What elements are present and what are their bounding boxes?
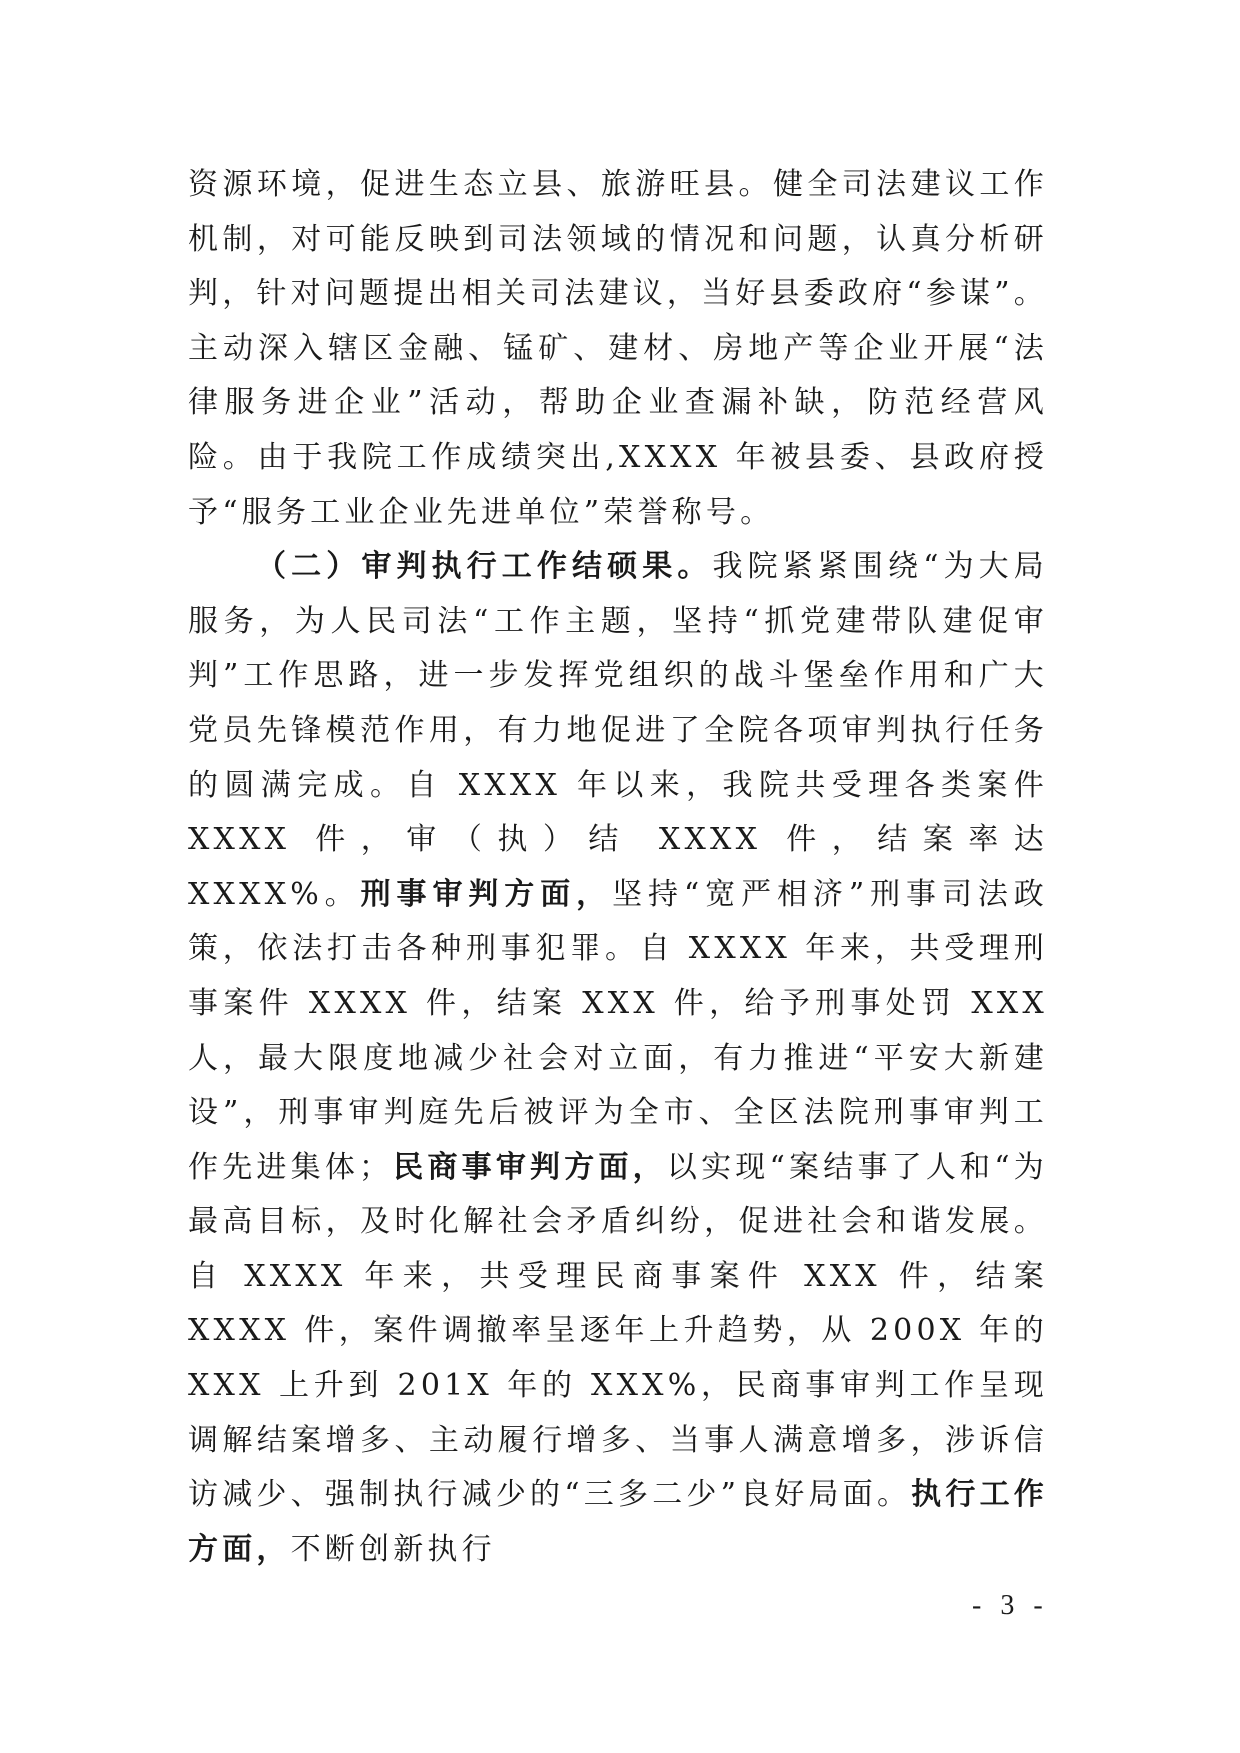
paragraph-2-intro: 我院紧紧围绕“为大局服务，为人民司法“工作主题，坚持“抓党建带队建促审判”工作思路，进一步发挥党组织的战斗堡垒作用和广大党员先锋模范作用，有力地促进了全院各项审判执行任务的圆满完成。自 XXXX 年以来，我院共受理各类案件 XXXX 件，审（执）结 XXXX 件，结案率达 XXXX%。	[188, 549, 1048, 912]
criminal-trial-text: 坚持“宽严相济”刑事司法政策，依法打击各种刑事犯罪。自 XXXX 年来，共受理刑事案件 XXXX 件，结案 XXX 件，给予刑事处罚 XXX 人，最大限度地减少社会对立面，有力推进“平安大新建设”，刑事审判庭先后被评为全市、全区法院刑事审判工作先进集体；	[188, 876, 1049, 1185]
page-number: - 3 -	[972, 1590, 1049, 1621]
body-text	[188, 158, 1048, 1577]
criminal-trial-label: 刑事审判方面，	[360, 876, 613, 912]
enforcement-label: 执行工作方面，	[188, 1477, 1048, 1567]
civil-trial-label: 民商事审判方面，	[393, 1149, 667, 1185]
enforcement-text: 不断创新执行	[290, 1531, 496, 1567]
paragraph-1: 资源环境，促进生态立县、旅游旺县。健全司法建议工作机制，对可能反映到司法领域的情况和问题，认真分析研判，针对问题提出相关司法建议，当好县委政府“参谋”。主动深入辖区金融、锰矿、建材、房地产等企业开展“法律服务进企业”活动，帮助企业查漏补缺，防范经营风险。由于我院工作成绩突出,XXXX 年被县委、县政府授予“服务工业企业先进单位”荣誉称号。	[188, 167, 1048, 530]
paragraph-2	[188, 540, 1048, 1577]
section-heading: （二）审判执行工作结硕果。	[256, 549, 713, 585]
civil-trial-text: 以实现“案结事了人和“为最高目标，及时化解社会矛盾纠纷，促进社会和谐发展。自 XXXX 年来，共受理民商事案件 XXX 件，结案 XXXX 件，案件调撤率呈逐年上升趋势，从 200X 年的 XXX 上升到 201X 年的 XXX%，民商事审判工作呈现调解结案增多、主动履行增多、当事人满意增多，涉诉信访减少、强制执行减少的“三多二少”良好局面。	[188, 1149, 1048, 1513]
